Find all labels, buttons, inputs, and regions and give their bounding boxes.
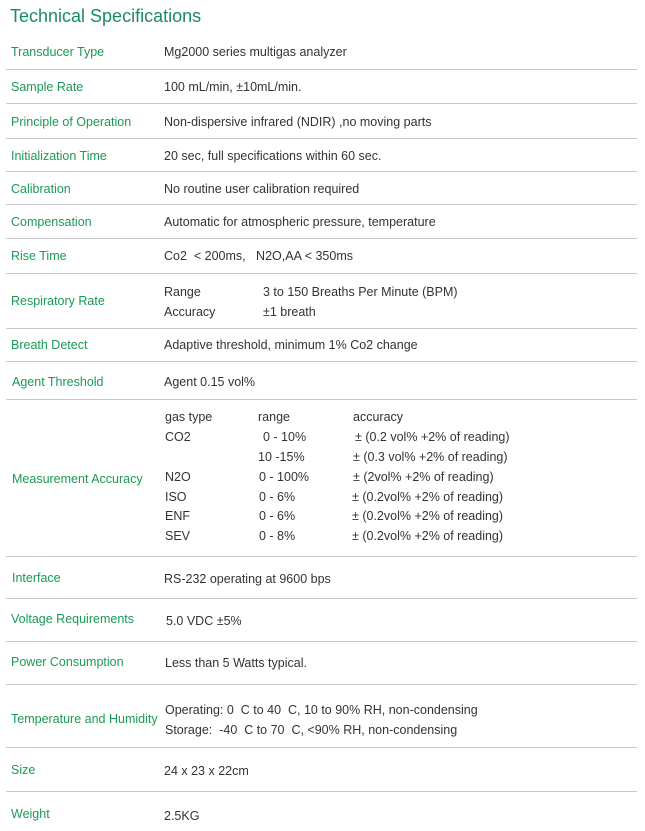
accuracy-cell: ± (0.2vol% +2% of reading) [352,509,504,523]
col-header-gas: gas type [165,410,213,424]
divider [6,791,637,792]
sample-rate-value: 100 mL/min, ±10mL/min. [164,80,302,94]
temp-humidity-label: Temperature and Humidity [11,712,158,726]
divider [6,641,637,642]
page-title: Technical Specifications [10,6,202,26]
range-cell: 0 - 6% [259,490,296,504]
col-header-accuracy: accuracy [353,410,404,424]
init-time-value: 20 sec, full specifications within 60 sec. [164,149,382,163]
gas-cell: SEV [165,529,191,543]
agent-threshold-label: Agent Threshold [12,375,104,389]
principle-value: Non-dispersive infrared (NDIR) ,no moving parts [164,115,432,129]
interface-value: RS-232 operating at 9600 bps [164,572,331,586]
voltage-value: 5.0 VDC ±5% [166,614,242,628]
divider [6,361,637,362]
meas-accuracy-label: Measurement Accuracy [12,472,143,486]
transducer-value: Mg2000 series multigas analyzer [164,45,347,59]
voltage-label: Voltage Requirements [11,612,134,626]
calibration-label: Calibration [11,182,71,196]
principle-label: Principle of Operation [11,115,132,129]
divider [6,103,637,104]
size-label: Size [11,763,36,777]
size-value: 24 x 23 x 22cm [164,764,249,778]
accuracy-cell: ± (0.3 vol% +2% of reading) [353,450,508,464]
divider [6,171,637,172]
rise-time-label: Rise Time [11,249,67,263]
range-cell: 10 -15% [258,450,305,464]
resp-accuracy-key: Accuracy [164,305,216,319]
resp-accuracy-value: ±1 breath [263,305,316,319]
gas-cell: CO2 [165,430,191,444]
calibration-value: No routine user calibration required [164,182,360,196]
divider [6,328,637,329]
compensation-label: Compensation [11,215,92,229]
gas-cell: ISO [165,490,187,504]
divider [6,273,637,274]
accuracy-cell: ± (0.2vol% +2% of reading) [352,490,504,504]
resp-rate-label: Respiratory Rate [11,294,105,308]
gas-cell: ENF [165,509,190,523]
divider [6,138,637,139]
range-cell: 0 - 100% [259,470,310,484]
accuracy-cell: ± (0.2 vol% +2% of reading) [355,430,510,444]
divider [6,204,637,205]
range-cell: 0 - 6% [259,509,296,523]
resp-range-key: Range [164,285,201,299]
range-cell: 0 - 10% [263,430,307,444]
accuracy-cell: ± (2vol% +2% of reading) [353,470,494,484]
col-header-range: range [258,410,290,424]
accuracy-cell: ± (0.2vol% +2% of reading) [352,529,504,543]
power-value: Less than 5 Watts typical. [165,656,307,670]
temp-storage-value: Storage: -40 C to 70 C, <90% RH, non-condensing [165,723,458,737]
divider [6,556,637,557]
sample-rate-label: Sample Rate [11,80,84,94]
range-cell: 0 - 8% [259,529,296,543]
temp-operating-value: Operating: 0 C to 40 C, 10 to 90% RH, non-condensing [165,703,478,717]
divider [6,69,637,70]
agent-threshold-value: Agent 0.15 vol% [164,375,256,389]
compensation-value: Automatic for atmospheric pressure, temperature [164,215,436,229]
divider [6,684,637,685]
divider [6,399,637,400]
weight-value: 2.5KG [164,809,200,823]
init-time-label: Initialization Time [11,149,107,163]
divider [6,747,637,748]
rise-time-value: Co2 < 200ms, N2O,AA < 350ms [164,249,353,263]
breath-detect-value: Adaptive threshold, minimum 1% Co2 change [164,338,418,352]
divider [6,598,637,599]
gas-cell: N2O [165,470,191,484]
breath-detect-label: Breath Detect [11,338,88,352]
interface-label: Interface [12,571,61,585]
divider [6,238,637,239]
resp-range-value: 3 to 150 Breaths Per Minute (BPM) [263,285,458,299]
weight-label: Weight [11,807,50,821]
power-label: Power Consumption [11,655,124,669]
transducer-label: Transducer Type [11,45,105,59]
